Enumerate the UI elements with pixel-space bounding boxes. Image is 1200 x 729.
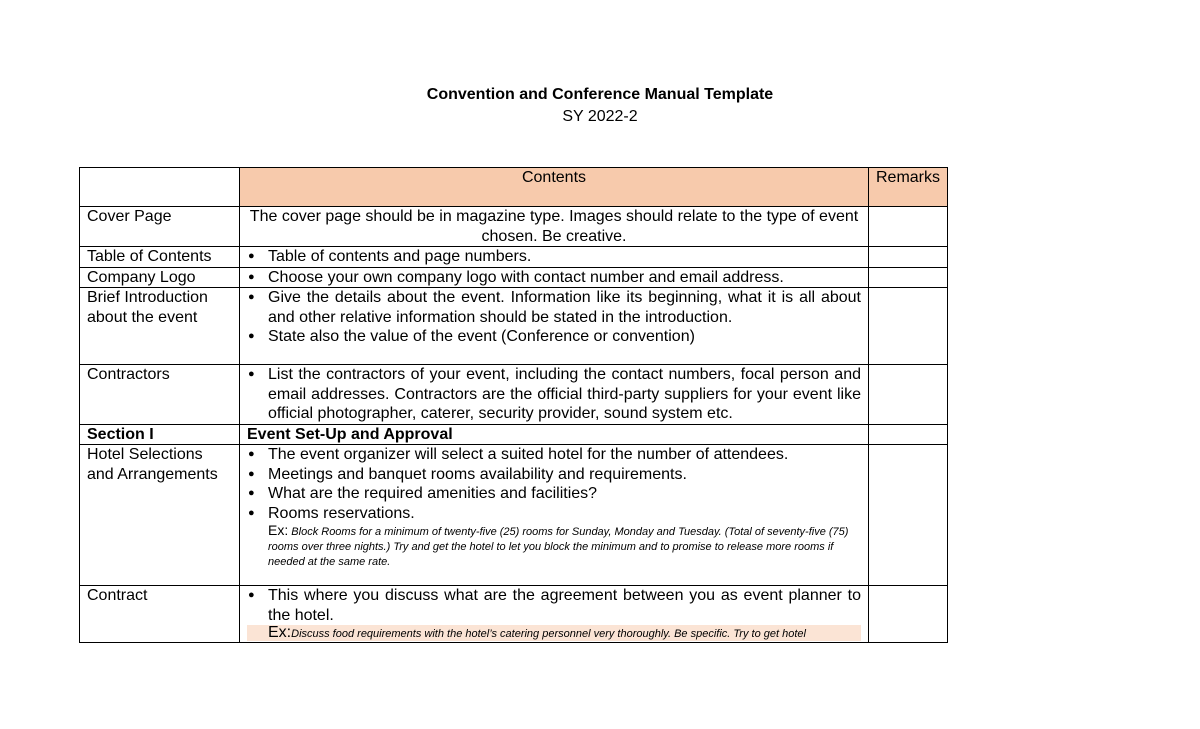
row-content — [240, 267, 869, 288]
row-content — [240, 288, 869, 365]
document-title: Convention and Conference Manual Template — [426, 86, 774, 103]
table-row-contract — [80, 586, 948, 643]
bullet-item: ● Choose your own company logo with contact number and email address. — [247, 268, 861, 288]
table-row-company-logo — [80, 267, 948, 288]
row-content — [240, 445, 869, 586]
section-heading: Event Set-Up and Approval — [240, 424, 869, 445]
row-label: Company Logo — [80, 267, 240, 288]
example-note — [247, 625, 861, 641]
remarks-cell — [869, 586, 948, 643]
bullet-item: ● Meetings and banquet rooms availability and requirements. — [247, 465, 861, 485]
example-prefix: Ex: — [268, 522, 289, 538]
table-row-section-1 — [80, 424, 948, 445]
table-row-hotel-selections — [80, 445, 948, 586]
row-label: Contractors — [80, 365, 240, 425]
table-row-contractors — [80, 365, 948, 425]
remarks-cell — [869, 424, 948, 445]
remarks-cell — [869, 247, 948, 268]
bullet-item: ● This where you discuss what are the agreement between you as event planner to the hotel. — [247, 586, 861, 625]
row-label: Contract — [80, 586, 240, 643]
remarks-cell — [869, 445, 948, 586]
bullet-item: ● Give the details about the event. Information like its beginning, what it is all about and other relative information should be stated in the introduction. — [247, 288, 861, 327]
example-prefix: Ex: — [268, 625, 292, 641]
remarks-cell — [869, 288, 948, 365]
document-subtitle: SY 2022-2 — [562, 108, 638, 125]
bullet-item: ● List the contractors of your event, including the contact numbers, focal person and email addresses. Contractors are the official third-party suppliers for your event like official photographer, caterer, security provider, sound system etc. — [247, 365, 861, 424]
row-content: The cover page should be in magazine type. Images should relate to the type of event chosen. Be creative. — [240, 207, 869, 247]
manual-table — [79, 167, 948, 643]
bullet-item: ● Rooms reservations. — [247, 504, 861, 524]
table-row-brief-introduction — [80, 288, 948, 365]
table-row-table-of-contents — [80, 247, 948, 268]
row-label: Hotel Selections and Arrangements — [80, 445, 240, 586]
row-label: Table of Contents — [80, 247, 240, 268]
row-content — [240, 247, 869, 268]
bullet-item: ● Table of contents and page numbers. — [247, 247, 861, 267]
table-row-cover-page — [80, 207, 948, 247]
row-content — [240, 586, 869, 643]
example-note — [247, 523, 861, 570]
row-label: Brief Introduction about the event — [80, 288, 240, 365]
bullet-item: ● What are the required amenities and facilities? — [247, 484, 861, 504]
section-label: Section I — [80, 424, 240, 445]
example-text: Block Rooms for a minimum of twenty-five (25) rooms for Sunday, Monday and Tuesday. (Total of seventy-five (75) rooms over three nights.) Try and get the hotel to let you block the minimum and to promise to release more rooms if needed at the same rate. — [268, 526, 849, 568]
row-label: Cover Page — [80, 207, 240, 247]
remarks-cell — [869, 207, 948, 247]
table-header-row — [80, 168, 948, 207]
contents-header: Contents — [240, 168, 869, 207]
header-empty-cell — [80, 168, 240, 207]
remarks-cell — [869, 365, 948, 425]
bullet-item: ● The event organizer will select a suited hotel for the number of attendees. — [247, 445, 861, 465]
bullet-item: ● State also the value of the event (Conference or convention) — [247, 327, 861, 347]
row-content — [240, 365, 869, 425]
remarks-header: Remarks — [869, 168, 948, 207]
example-text: Discuss food requirements with the hotel’s catering personnel very thoroughly. Be specific. Try to get hotel — [291, 628, 806, 640]
remarks-cell — [869, 267, 948, 288]
